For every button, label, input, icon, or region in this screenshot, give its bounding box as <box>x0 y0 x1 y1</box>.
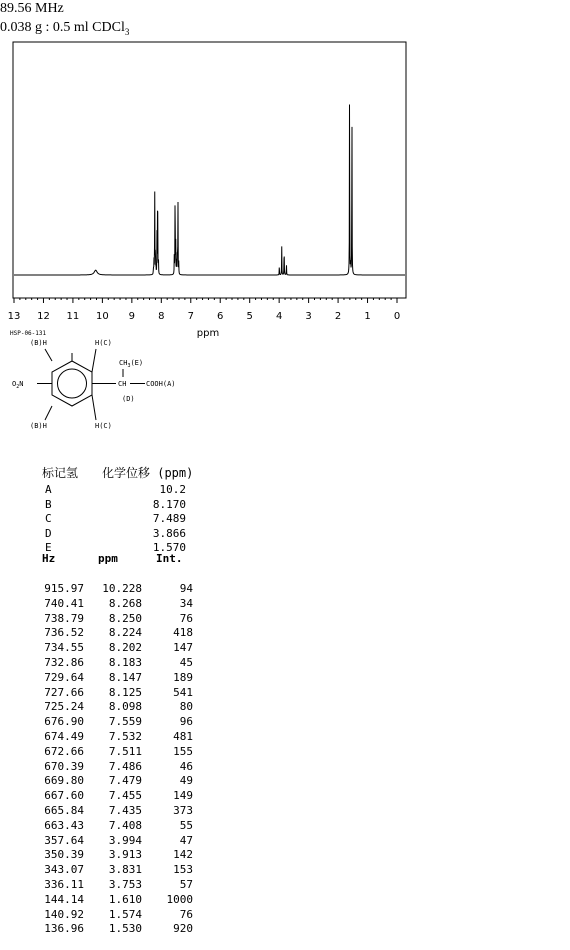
peak-ppm: 3.994 <box>108 833 142 847</box>
bond-h-bottom-left <box>45 406 52 420</box>
label-cooh: COOH(A) <box>146 380 176 388</box>
peak-ppm: 7.486 <box>108 759 142 773</box>
peak-intensity: 155 <box>173 744 193 758</box>
label-bh-top: (B)H <box>30 339 47 347</box>
x-axis-ticks <box>14 298 397 303</box>
label-bh-bottom: (B)H <box>30 422 47 430</box>
peak-hz: 727.66 <box>44 685 84 699</box>
peak-header-ppm: ppm <box>98 552 118 565</box>
x-tick-label: 9 <box>128 311 136 322</box>
sample-concentration-subscript: 3 <box>124 26 130 37</box>
aromatic-circle <box>58 369 87 398</box>
peak-intensity: 1000 <box>166 892 193 906</box>
x-axis-tick-labels <box>8 311 401 322</box>
peak-intensity: 34 <box>179 596 193 610</box>
spectrometer-frequency: 89.56 MHz <box>0 1 64 16</box>
assignment-header-label: 标记氢 <box>42 466 79 480</box>
peak-ppm: 8.224 <box>108 626 142 640</box>
label-hc-top: H(C) <box>95 339 112 347</box>
peak-ppm: 1.574 <box>108 907 142 921</box>
peak-ppm: 7.532 <box>108 730 142 743</box>
peak-hz: 674.49 <box>44 730 84 743</box>
x-tick-label: 6 <box>217 311 224 322</box>
peak-ppm: 8.268 <box>108 596 142 610</box>
peak-intensity: 541 <box>173 685 193 699</box>
peak-hz: 740.41 <box>44 596 84 610</box>
x-tick-label: 13 <box>7 311 21 322</box>
x-tick-label: 7 <box>187 311 194 322</box>
assignment-shift: 8.170 <box>152 497 186 511</box>
peak-hz: 729.64 <box>44 670 84 684</box>
peak-intensity: 76 <box>179 611 193 625</box>
peak-hz: 357.64 <box>44 833 84 847</box>
sample-concentration-text: 0.038 g : 0.5 ml CDCl <box>0 20 125 35</box>
assignment-header-shift: 化学位移 (ppm) <box>102 466 194 480</box>
x-tick-label: 5 <box>246 311 253 322</box>
peak-ppm: 7.455 <box>108 789 142 803</box>
label-d: (D) <box>122 395 135 403</box>
assignment-shift: 3.866 <box>152 526 186 540</box>
peak-intensity: 46 <box>179 759 193 773</box>
x-tick-label: 11 <box>66 311 80 322</box>
peak-intensity: 373 <box>173 804 193 817</box>
bond-h-top-right <box>92 349 96 372</box>
peak-ppm: 7.479 <box>108 774 142 788</box>
peak-ppm: 3.831 <box>108 863 142 877</box>
bond-h-bottom-right <box>92 395 96 420</box>
peak-ppm: 8.125 <box>108 685 142 699</box>
peak-intensity: 920 <box>173 922 193 936</box>
peak-ppm: 7.408 <box>108 818 142 832</box>
label-ch3-text: CH <box>119 359 128 367</box>
assignment-shift: 10.2 <box>159 483 186 496</box>
peak-hz: 140.92 <box>44 907 84 921</box>
peak-intensity: 96 <box>179 715 193 729</box>
assignment-label: D <box>45 526 52 540</box>
peak-hz: 667.60 <box>44 789 84 803</box>
label-e: (E) <box>130 359 144 367</box>
peak-intensity: 189 <box>173 670 193 684</box>
structure-code: HSP-06-131 <box>10 330 47 337</box>
peak-intensity: 45 <box>179 656 193 669</box>
peak-intensity: 149 <box>173 789 193 803</box>
peak-hz: 725.24 <box>44 700 84 714</box>
label-no2 <box>12 380 23 390</box>
x-tick-label: 4 <box>275 311 283 322</box>
peak-hz: 738.79 <box>44 611 84 625</box>
assignment-label: B <box>45 497 52 511</box>
peak-intensity: 94 <box>179 582 193 595</box>
peak-hz: 676.90 <box>44 715 84 729</box>
peak-intensity: 57 <box>179 878 193 891</box>
peak-hz: 144.14 <box>44 892 84 906</box>
peak-hz: 670.39 <box>44 759 84 773</box>
assignment-shift: 1.570 <box>152 541 186 554</box>
peak-intensity: 142 <box>173 848 193 862</box>
x-tick-label: 1 <box>364 311 371 322</box>
x-tick-label: 8 <box>158 311 165 322</box>
peak-ppm: 7.435 <box>108 804 142 817</box>
label-ch3 <box>119 359 143 369</box>
label-ch: CH <box>118 380 127 388</box>
x-tick-label: 3 <box>305 311 312 322</box>
peak-ppm: 1.610 <box>108 892 142 906</box>
peak-header-hz: Hz <box>42 552 56 565</box>
peak-intensity: 76 <box>179 907 193 921</box>
nmr-spectrum-chart <box>0 0 570 345</box>
peak-intensity: 49 <box>179 774 193 788</box>
peak-hz: 915.97 <box>44 582 84 595</box>
x-tick-label: 12 <box>37 311 50 322</box>
assignment-shift: 7.489 <box>152 512 186 525</box>
peak-ppm: 8.183 <box>108 656 142 669</box>
peak-hz: 732.86 <box>44 656 84 669</box>
peak-hz: 736.52 <box>44 626 84 640</box>
peak-ppm: 7.559 <box>108 715 142 729</box>
x-axis-label: ppm <box>196 328 220 339</box>
assignment-label: A <box>45 483 52 496</box>
peak-hz: 343.07 <box>44 863 84 877</box>
peak-ppm: 7.511 <box>108 744 142 758</box>
peak-intensity: 481 <box>173 730 193 743</box>
peak-ppm: 8.098 <box>108 700 142 714</box>
peak-intensity: 147 <box>173 641 193 655</box>
peak-hz: 669.80 <box>44 774 84 788</box>
assignment-label: C <box>45 512 52 525</box>
peak-hz: 336.11 <box>44 878 84 891</box>
x-tick-label: 2 <box>334 311 342 322</box>
assignment-label: E <box>45 541 52 554</box>
chemical-structure <box>0 325 210 440</box>
peak-header-int: Int. <box>156 552 183 565</box>
peak-hz: 350.39 <box>44 848 84 862</box>
peak-hz: 734.55 <box>44 641 84 655</box>
label-no2-n: N <box>19 380 24 388</box>
peak-hz: 665.84 <box>44 804 84 817</box>
peak-ppm: 3.753 <box>108 878 142 891</box>
peak-intensity: 47 <box>179 833 193 847</box>
peak-intensity: 153 <box>173 863 193 877</box>
peak-ppm: 3.913 <box>108 848 142 862</box>
label-hc-bottom: H(C) <box>95 422 112 430</box>
label-no2-o: O <box>12 380 17 388</box>
peak-intensity: 80 <box>179 700 193 714</box>
peak-ppm: 1.530 <box>108 922 142 936</box>
peak-ppm: 8.202 <box>108 641 142 655</box>
label-ch3-subscript: 3 <box>127 363 131 369</box>
spectrum-trace <box>14 104 405 275</box>
peak-intensity: 418 <box>173 626 193 640</box>
peak-ppm: 10.228 <box>102 582 142 595</box>
peak-ppm: 8.250 <box>108 611 142 625</box>
label-no2-subscript: 2 <box>16 384 20 390</box>
peak-hz: 672.66 <box>44 744 84 758</box>
x-tick-label: 0 <box>393 311 401 322</box>
peak-ppm: 8.147 <box>108 670 142 684</box>
x-tick-label: 10 <box>96 311 109 322</box>
bond-h-top-outer <box>45 349 52 361</box>
peak-hz: 663.43 <box>44 818 84 832</box>
plot-frame <box>13 42 406 298</box>
peak-hz: 136.96 <box>44 922 84 936</box>
peak-intensity: 55 <box>179 818 193 832</box>
